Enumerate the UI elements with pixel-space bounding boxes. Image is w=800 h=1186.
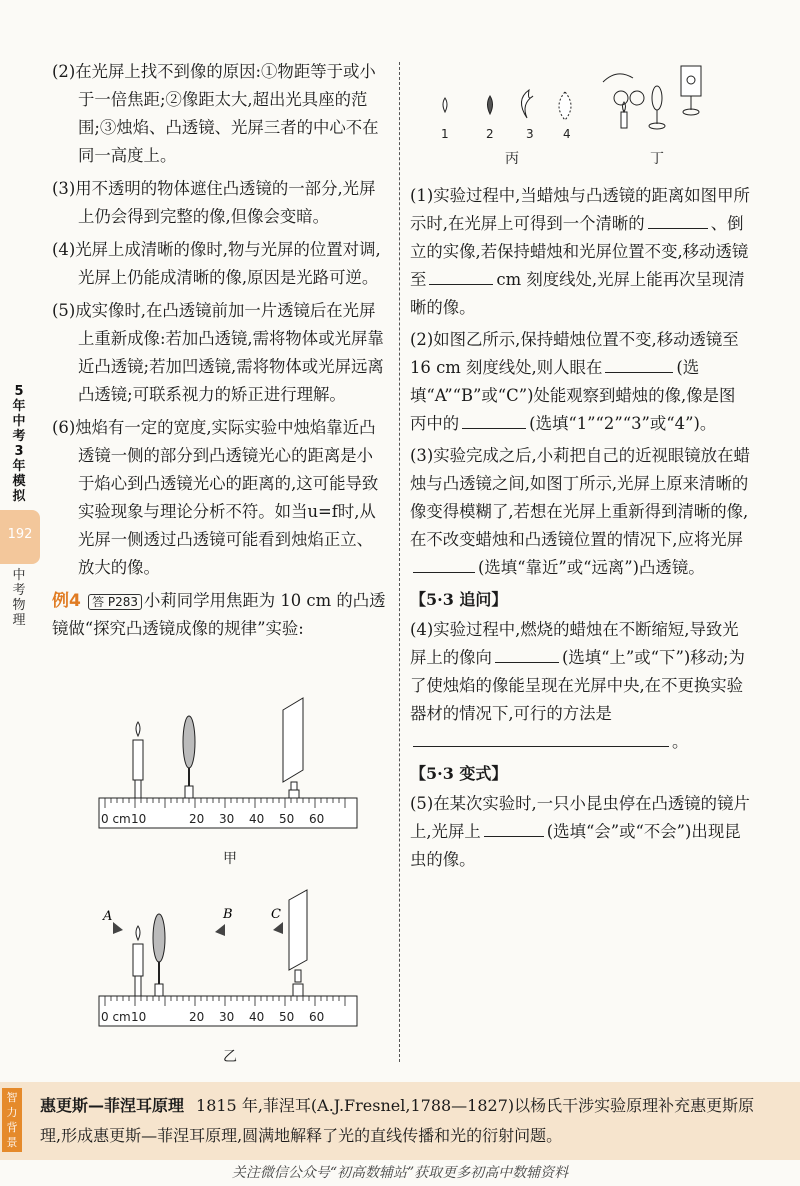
figure-yi xyxy=(95,888,365,1066)
figure-jia-label: 甲 xyxy=(223,851,237,867)
note-item-2: (2)在光屏上找不到像的原因:①物距等于或小于一倍焦距;②像距太大,超出光具座的范围;③烛焰、凸透镜、光屏三者的中心不在同一高度上。 xyxy=(52,62,379,165)
footer-note xyxy=(40,1091,760,1151)
ruler-tick-label: 20 xyxy=(189,812,205,826)
eye-label-c: C xyxy=(271,907,281,922)
question-3 xyxy=(410,442,750,582)
flame-labels xyxy=(441,127,571,140)
flame-image-3-icon xyxy=(521,90,533,118)
ruler-tick-label: 40 xyxy=(249,812,265,826)
figure-ding-label: 丁 xyxy=(650,151,664,167)
answer-blank[interactable] xyxy=(648,227,708,229)
flame-image-2-icon xyxy=(488,96,493,114)
eye-icon xyxy=(215,907,233,936)
question-5-text-a: (5)在某次实验时,一只小昆虫停在凸透镜的镜片上,光屏上 xyxy=(410,794,750,841)
subject-label: 中考物理 xyxy=(12,568,26,628)
question-1-text-c: cm 刻度线处,光屏上能再次呈现清晰的像。 xyxy=(410,270,745,317)
note-item-6: (6)烛焰有一定的宽度,实际实验中烛焰靠近凸透镜一侧的部分到凸透镜光心的距离是小于焰心到凸透镜光心的距离的,这可能导致实验现象与理论分析不符。如当u=f时,从光屏一侧透过凸透镜可能看到烛焰正立、放大的像。 xyxy=(52,418,379,577)
flame-image-1-icon xyxy=(443,98,447,112)
question-1 xyxy=(410,182,750,322)
note-item-3: (3)用不透明的物体遮住凸透镜的一部分,光屏上仍会得到完整的像,但像会变暗。 xyxy=(52,179,376,226)
question-4-text-b: (选填“上”或“下”)移动;为了使烛焰的像能呈现在光屏中央,在不更换实验器材的情况下,可行的方法是 xyxy=(410,648,745,723)
flame-image-4-icon xyxy=(559,92,571,120)
question-2 xyxy=(410,326,750,438)
optical-bench-yi xyxy=(95,888,365,1038)
ruler-tick-label: 10 xyxy=(131,812,147,826)
example-4 xyxy=(52,587,388,643)
answer-blank[interactable] xyxy=(462,427,526,429)
eye-label-b: B xyxy=(223,907,233,922)
eye-label-a: A xyxy=(103,909,113,924)
flame-label: 1 xyxy=(441,127,449,140)
question-4-text-a: (4)实验过程中,燃烧的蜡烛在不断缩短,导致光屏上的像向 xyxy=(410,620,739,667)
ruler-tick-label: 60 xyxy=(309,812,325,826)
note-item-5: (5)成实像时,在凸透镜前加一片透镜后在光屏上重新成像:若加凸透镜,需将物体或光屏靠近凸透镜;若加凹透镜,需将物体或光屏远离凸透镜;可联系视力的矫正进行理解。 xyxy=(52,301,384,404)
book-title: 5年中考3年模拟 xyxy=(12,384,26,504)
section-heading-variant: 【5·3 变式】 xyxy=(410,764,508,783)
footer-body: 1815 年,菲涅耳(A.J.Fresnel,1788—1827)以杨氏干涉实验原理补充惠更斯原理,形成惠更斯—菲涅耳原理,圆满地解释了光的直线传播和光的衍射问题。 xyxy=(40,1096,755,1145)
candle-icon xyxy=(133,722,143,798)
question-2-text-b: (选填“A”“B”或“C”)处能观察到蜡烛的像,像是图丙中的 xyxy=(410,358,736,433)
answer-blank[interactable] xyxy=(495,661,559,663)
ruler-tick-label: 30 xyxy=(219,1010,235,1024)
answer-blank[interactable] xyxy=(484,835,544,837)
watermark: 关注微信公众号“初高数辅站”获取更多初高中数辅资料 xyxy=(231,1165,569,1181)
question-3-text-b: (选填“靠近”或“远离”)凸透镜。 xyxy=(478,558,705,577)
ruler-cm-label: 0 cm xyxy=(101,812,131,826)
answer-blank[interactable] xyxy=(429,283,493,285)
footer-tag: 智力背景 xyxy=(2,1088,22,1152)
convex-lens-icon xyxy=(153,914,165,996)
optical-bench-jia xyxy=(95,690,365,840)
candle-icon xyxy=(133,926,143,996)
ruler-tick-label: 60 xyxy=(309,1010,325,1024)
footer-title: 惠更斯—菲涅耳原理 xyxy=(40,1096,185,1115)
question-4 xyxy=(410,616,750,756)
question-2-text-c: (选填“1”“2”“3”或“4”)。 xyxy=(529,414,717,433)
ruler-tick-label: 30 xyxy=(219,812,235,826)
ruler-tick-label: 40 xyxy=(249,1010,265,1024)
light-screen-icon xyxy=(283,698,303,798)
convex-lens-icon xyxy=(183,716,195,798)
figure-yi-label: 乙 xyxy=(223,1049,237,1065)
question-4-text-c: 。 xyxy=(672,732,689,751)
section-heading-followup: 【5·3 追问】 xyxy=(410,590,508,609)
question-3-text-a: (3)实验完成之后,小莉把自己的近视眼镜放在蜡烛与凸透镜之间,如图丁所示,光屏上原来清晰的像变得模糊了,若想在光屏上重新得到清晰的像,在不改变蜡烛和凸透镜位置的情况下,应将光屏 xyxy=(410,446,750,549)
glasses-setup-icon xyxy=(603,66,701,129)
figure-jia xyxy=(95,690,365,868)
ruler-tick-label: 10 xyxy=(131,1010,147,1024)
eye-icon xyxy=(102,909,123,934)
page-number: 192 xyxy=(7,527,33,542)
ruler-tick-label: 50 xyxy=(279,812,295,826)
note-item-4: (4)光屏上成清晰的像时,物与光屏的位置对调,光屏上仍能成清晰的像,原因是光路可逆。 xyxy=(52,240,381,287)
figure-bing-label: 丙 xyxy=(505,151,519,167)
flame-images-and-setup xyxy=(425,62,725,140)
example-label: 例4 xyxy=(52,591,81,611)
flame-label: 3 xyxy=(526,127,534,140)
ruler-tick-label: 20 xyxy=(189,1010,205,1024)
figures-bing-ding xyxy=(425,62,725,167)
question-1-text-a: (1)实验过程中,当蜡烛与凸透镜的距离如图甲所示时,在光屏上可得到一个清晰的 xyxy=(410,186,750,233)
question-1-text-b: 、倒立的实像,若保持蜡烛和光屏位置不变,移动透镜至 xyxy=(410,214,749,289)
right-column xyxy=(410,182,750,878)
question-5 xyxy=(410,790,750,874)
flame-label: 4 xyxy=(563,127,571,140)
answer-tag: 答 P283 xyxy=(88,594,142,610)
answer-blank[interactable] xyxy=(413,745,669,747)
question-2-text-a: (2)如图乙所示,保持蜡烛位置不变,移动透镜至 16 cm 刻度线处,则人眼在 xyxy=(410,330,739,377)
flame-label: 2 xyxy=(486,127,494,140)
question-5-text-b: (选填“会”或“不会”)出现昆虫的像。 xyxy=(410,822,741,869)
ruler-cm-label: 0 cm xyxy=(101,1010,131,1024)
ruler-tick-label: 50 xyxy=(279,1010,295,1024)
left-column xyxy=(52,58,388,643)
light-screen-icon xyxy=(289,890,307,996)
column-divider xyxy=(399,62,400,1062)
example-text: 小莉同学用焦距为 10 cm 的凸透镜做“探究凸透镜成像的规律”实验: xyxy=(52,591,386,638)
answer-blank[interactable] xyxy=(605,371,673,373)
eye-icon xyxy=(271,907,283,934)
answer-blank[interactable] xyxy=(413,571,475,573)
